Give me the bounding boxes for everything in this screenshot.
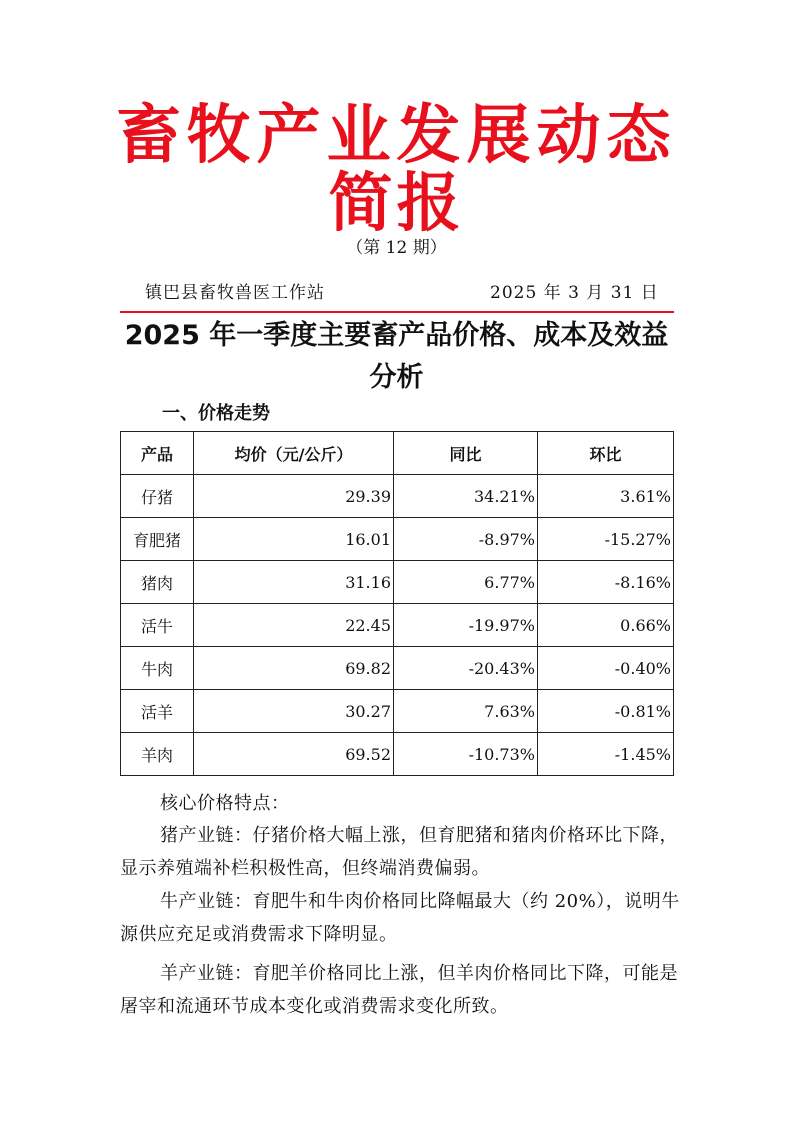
mom-change: -0.81%: [538, 690, 674, 733]
avg-price: 22.45: [194, 604, 394, 647]
table-row: [121, 518, 674, 561]
yoy-change: 6.77%: [394, 561, 538, 604]
mom-change: 3.61%: [538, 475, 674, 518]
avg-price: 69.52: [194, 733, 394, 776]
product-name: 牛肉: [121, 647, 194, 690]
column-header-yoy: 同比: [394, 432, 538, 475]
sheep-chain-text: 羊产业链：育肥羊价格同比上涨，但羊肉价格同比下降，可能是屠宰和流通环节成本变化或消费需求变化所致。: [120, 963, 678, 1017]
mom-change: -0.40%: [538, 647, 674, 690]
issue-date: 2025 年 3 月 31 日: [490, 283, 659, 303]
product-name: 仔猪: [121, 475, 194, 518]
avg-price: 16.01: [194, 518, 394, 561]
avg-price: 30.27: [194, 690, 394, 733]
product-name: 猪肉: [121, 561, 194, 604]
bulletin-title-line2: 简报: [328, 167, 465, 241]
mom-change: -1.45%: [538, 733, 674, 776]
mom-change: 0.66%: [538, 604, 674, 647]
article-title-line2: 分析: [369, 362, 424, 393]
mom-change: -8.16%: [538, 561, 674, 604]
summary-text: 核心价格特点：: [160, 793, 290, 814]
issuing-organization: 镇巴县畜牧兽医工作站: [145, 283, 325, 303]
yoy-change: 34.21%: [394, 475, 538, 518]
table-row: [121, 475, 674, 518]
header-divider: [120, 311, 674, 313]
yoy-change: -10.73%: [394, 733, 538, 776]
table-row: [121, 647, 674, 690]
product-name: 活羊: [121, 690, 194, 733]
column-header-mom: 环比: [538, 432, 674, 475]
table-row: [121, 604, 674, 647]
table-row: [121, 733, 674, 776]
paragraph-sheep-chain: [120, 957, 680, 1023]
price-table: [120, 431, 674, 776]
cattle-chain-text: 牛产业链：育肥牛和牛肉价格同比降幅最大（约 20%），说明牛源供应充足或消费需求下降明显。: [120, 891, 680, 945]
article-title: 2025 年一季度主要畜产品价格、成本及效益: [124, 320, 669, 351]
table-row: [121, 690, 674, 733]
table-header-row: [121, 432, 674, 475]
issue-number: （第 12 期）: [346, 238, 447, 258]
mom-change: -15.27%: [538, 518, 674, 561]
yoy-change: -19.97%: [394, 604, 538, 647]
avg-price: 31.16: [194, 561, 394, 604]
avg-price: 29.39: [194, 475, 394, 518]
product-name: 羊肉: [121, 733, 194, 776]
paragraph-summary-heading: [120, 787, 680, 820]
yoy-change: -8.97%: [394, 518, 538, 561]
section-heading-price-trend: 一、价格走势: [162, 403, 270, 424]
product-name: 育肥猪: [121, 518, 194, 561]
column-header-product: 产品: [121, 432, 194, 475]
product-name: 活牛: [121, 604, 194, 647]
table-row: [121, 561, 674, 604]
yoy-change: -20.43%: [394, 647, 538, 690]
yoy-change: 7.63%: [394, 690, 538, 733]
column-header-avg-price: 均价（元/公斤）: [194, 432, 394, 475]
pig-chain-text: 猪产业链：仔猪价格大幅上涨，但育肥猪和猪肉价格环比下降，显示养殖端补栏积极性高，但终端消费偏弱。: [120, 825, 678, 879]
paragraph-cattle-chain: [120, 885, 680, 951]
bulletin-title: 畜牧产业发展动态: [116, 99, 677, 173]
paragraph-pig-chain: [120, 819, 680, 885]
avg-price: 69.82: [194, 647, 394, 690]
